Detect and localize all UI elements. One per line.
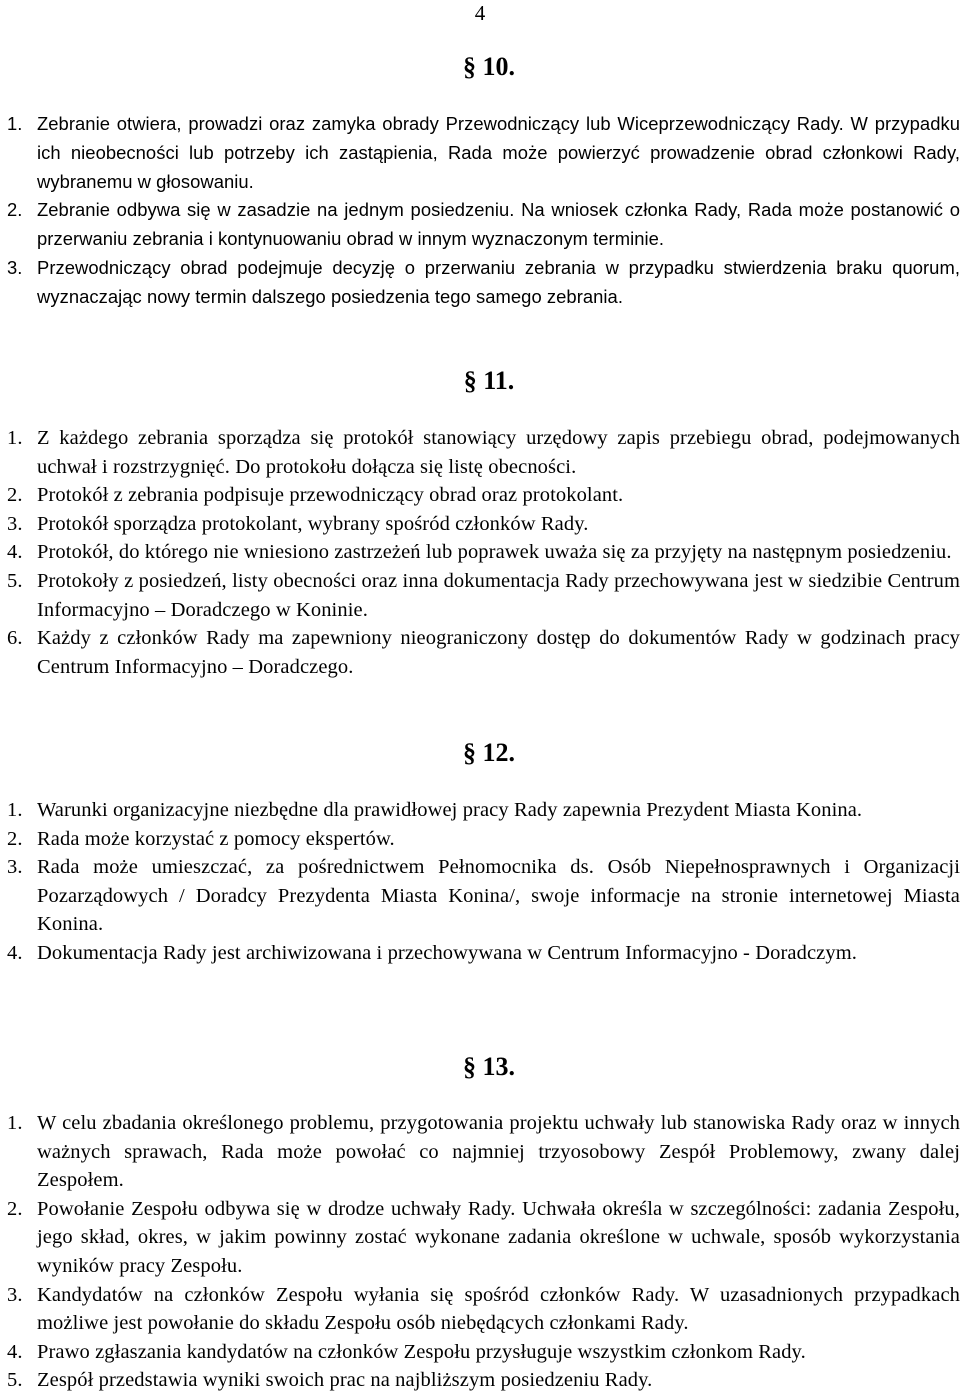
item-number: 3. bbox=[7, 856, 23, 879]
item-number: 3. bbox=[7, 256, 23, 278]
list-item bbox=[0, 538, 960, 567]
item-text: Rada może umieszczać, za pośrednictwem Pełnomocnika ds. Osób Niepełnosprawnych i Organizacji Pozarządowych / Doradcy Prezydenta Miasta Konina/, swoje informacje na stronie internetowej Miasta Konina. bbox=[37, 856, 960, 936]
item-text: Zebranie otwiera, prowadzi oraz zamyka obrady Przewodniczący lub Wiceprzewodniczący Rady. W przypadku ich nieobecności lub potrzeby ich zastąpienia, Rada może powierzyć prowadzenie obrad członkowi Rady, wybranemu w głosowaniu. bbox=[37, 113, 960, 192]
item-number: 3. bbox=[7, 1283, 23, 1306]
item-text: Protokoły z posiedzeń, listy obecności oraz inna dokumentacja Rady przechowywana jest w siedzibie Centrum Informacyjno – Doradczego w Koninie. bbox=[37, 569, 960, 621]
item-text: Protokół z zebrania podpisuje przewodniczący obrad oraz protokolant. bbox=[37, 484, 624, 507]
item-text: Dokumentacja Rady jest archiwizowana i przechowywana w Centrum Informacyjno - Doradczym. bbox=[37, 941, 857, 964]
item-number: 2. bbox=[7, 199, 23, 221]
item-number: 4. bbox=[7, 941, 23, 964]
item-number: 1. bbox=[7, 1112, 23, 1134]
list-item bbox=[0, 254, 960, 312]
section-heading: § 12. bbox=[463, 738, 515, 767]
section-items bbox=[0, 424, 960, 681]
item-text: Rada może korzystać z pomocy ekspertów. bbox=[37, 827, 395, 850]
item-number: 2. bbox=[7, 1197, 23, 1220]
item-text: Przewodniczący obrad podejmuje decyzję o przerwaniu zebrania w przypadku stwierdzenia braku quorum, wyznaczając nowy termin dalszego posiedzenia tego samego zebrania. bbox=[37, 256, 960, 307]
item-number: 2. bbox=[7, 484, 23, 507]
list-item bbox=[0, 510, 960, 539]
item-text: Protokół, do którego nie wniesiono zastrzeżeń lub poprawek uważa się za przyjęty na następnym posiedzeniu. bbox=[37, 541, 952, 564]
list-item bbox=[0, 481, 960, 510]
item-text: Powołanie Zespołu odbywa się w drodze uchwały Rady. Uchwała określa w szczególności: zadania Zespołu, jego skład, okres, w jakim powinny zostać wykonane zadania określone w uchwale, sposób wykorzystania wyników pracy Zespołu. bbox=[37, 1197, 960, 1277]
item-number: 4. bbox=[7, 1340, 23, 1363]
list-item bbox=[0, 1281, 960, 1338]
item-number: 2. bbox=[7, 827, 23, 850]
list-item bbox=[0, 196, 960, 254]
item-number: 4. bbox=[7, 541, 23, 564]
item-text: W celu zbadania określonego problemu, przygotowania projektu uchwały lub stanowiska Rady oraz w innych ważnych sprawach, Rada może powołać co najmniej trzyosobowy Zespół Problemowy, zwany dalej Zespołem. bbox=[37, 1112, 960, 1192]
list-item bbox=[0, 796, 960, 825]
list-item bbox=[0, 939, 960, 968]
item-number: 5. bbox=[7, 1369, 23, 1392]
list-item bbox=[0, 825, 960, 854]
section-heading: § 11. bbox=[463, 366, 515, 395]
list-item bbox=[0, 1195, 960, 1281]
item-text: Zebranie odbywa się w zasadzie na jednym posiedzeniu. Na wniosek członka Rady, Rada może postanowić o przerwaniu zebrania i kontynuowaniu obrad w innym wyznaczonym terminie. bbox=[37, 199, 960, 250]
list-item bbox=[0, 1338, 960, 1367]
item-number: 5. bbox=[7, 569, 23, 592]
item-number: 1. bbox=[7, 113, 23, 134]
item-number: 3. bbox=[7, 512, 23, 535]
list-item bbox=[0, 110, 960, 196]
item-text: Zespół przedstawia wyniki swoich prac na najbliższym posiedzeniu Rady. bbox=[37, 1369, 653, 1392]
item-text: Z każdego zebrania sporządza się protokół stanowiący urzędowy zapis przebiegu obrad, podejmowanych uchwał i rozstrzygnięć. Do protokołu dołącza się listę obecności. bbox=[37, 427, 960, 478]
item-text: Kandydatów na członków Zespołu wyłania się spośród członków Rady. W uzasadnionych przypadkach możliwe jest powołanie do składu Zespołu osób niebędących członkami Rady. bbox=[37, 1283, 960, 1335]
item-number: 6. bbox=[7, 627, 23, 650]
list-item bbox=[0, 424, 960, 481]
list-item bbox=[0, 853, 960, 939]
item-number: 1. bbox=[7, 799, 23, 821]
list-item bbox=[0, 567, 960, 624]
item-number: 1. bbox=[7, 427, 23, 449]
section-heading: § 13. bbox=[463, 1052, 515, 1081]
page-number: 4 bbox=[474, 1, 486, 25]
section-items bbox=[0, 1109, 960, 1395]
item-text: Protokół sporządza protokolant, wybrany spośród członków Rady. bbox=[37, 512, 589, 535]
section-heading: § 10. bbox=[463, 52, 515, 81]
section-items bbox=[0, 110, 960, 312]
list-item bbox=[0, 1109, 960, 1195]
section-items bbox=[0, 796, 960, 968]
item-text: Warunki organizacyjne niezbędne dla prawidłowej pracy Rady zapewnia Prezydent Miasta Konina. bbox=[37, 799, 863, 821]
item-text: Każdy z członków Rady ma zapewniony nieograniczony dostęp do dokumentów Rady w godzinach pracy Centrum Informacyjno – Doradczego. bbox=[37, 627, 960, 678]
list-item bbox=[0, 624, 960, 681]
item-text: Prawo zgłaszania kandydatów na członków Zespołu przysługuje wszystkim członkom Rady. bbox=[37, 1340, 806, 1363]
